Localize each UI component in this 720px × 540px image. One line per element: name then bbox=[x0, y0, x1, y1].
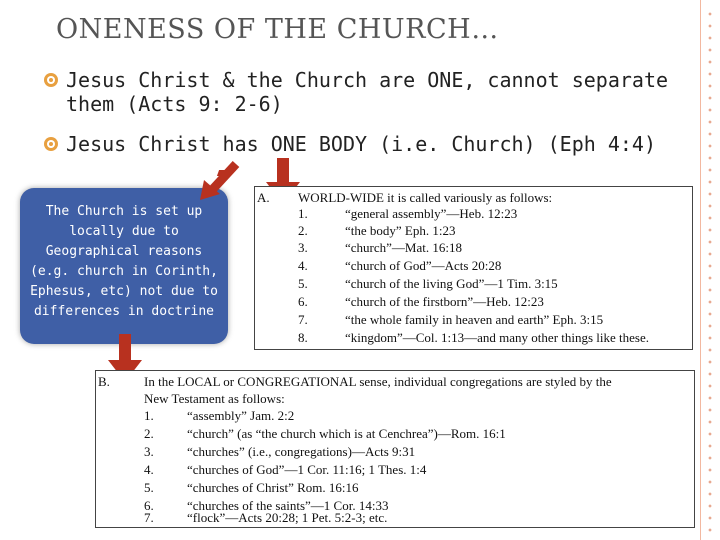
item-text: “church of the living God”—1 Tim. 3:15 bbox=[345, 276, 558, 291]
item-number: 3. bbox=[144, 444, 154, 459]
bullet-text: Jesus Christ & the Church are ONE, cannot separate them (Acts 9: 2-6) bbox=[66, 68, 669, 116]
item-number: 5. bbox=[144, 480, 154, 495]
item-text: “churches of the saints”—1 Cor. 14:33 bbox=[187, 498, 389, 513]
bullet-text: Jesus Christ has ONE BODY (i.e. Church) (Eph 4:4) bbox=[66, 132, 657, 156]
item-text: “the whole family in heaven and earth” Eph. 3:15 bbox=[345, 312, 604, 327]
item-number: 4. bbox=[298, 258, 308, 273]
slide-title: ONENESS OF THE CHURCH… bbox=[56, 14, 499, 45]
item-text: “church of God”—Acts 20:28 bbox=[345, 258, 502, 273]
item-number: 3. bbox=[298, 240, 308, 255]
item-text: “kingdom”—Col. 1:13—and many other things like these. bbox=[345, 330, 650, 345]
item-number: 2. bbox=[144, 426, 154, 441]
item-text: “church” (as “the church which is at Cenchrea”)—Rom. 16:1 bbox=[187, 426, 506, 441]
item-number: 6. bbox=[298, 294, 308, 309]
item-number: 8. bbox=[298, 330, 308, 345]
item-number: 4. bbox=[144, 462, 154, 477]
bullet-item-2 bbox=[44, 132, 684, 156]
item-text: “church of the firstborn”—Heb. 12:23 bbox=[345, 294, 544, 309]
panel-heading: In the LOCAL or CONGREGATIONAL sense, individual congregations are styled by the bbox=[144, 374, 612, 389]
panel-heading-continued: New Testament as follows: bbox=[144, 391, 285, 406]
bullet-icon bbox=[44, 73, 58, 87]
item-text: “churches of God”—1 Cor. 11:16; 1 Thes. 1:4 bbox=[187, 462, 427, 477]
diagonal-arrow-icon bbox=[198, 160, 242, 202]
panel-letter: B. bbox=[98, 374, 110, 389]
item-text: “general assembly”—Heb. 12:23 bbox=[345, 206, 518, 221]
item-number: 5. bbox=[298, 276, 308, 291]
item-number: 1. bbox=[298, 206, 308, 221]
item-text: “church”—Mat. 16:18 bbox=[345, 240, 462, 255]
bullet-item-1 bbox=[44, 68, 684, 116]
item-text: “churches” (i.e., congregations)—Acts 9:31 bbox=[187, 444, 416, 459]
item-number: 7. bbox=[298, 312, 308, 327]
panel-letter: A. bbox=[257, 190, 270, 205]
scripture-panel-local bbox=[95, 370, 695, 528]
item-text: “churches of Christ” Rom. 16:16 bbox=[187, 480, 359, 495]
item-text: “assembly” Jam. 2:2 bbox=[187, 408, 295, 423]
callout-box: The Church is set up locally due to Geographical reasons (e.g. church in Corinth, Ephesus, etc) not due to differences in doctrine bbox=[20, 188, 228, 344]
bullet-icon bbox=[44, 137, 58, 151]
right-border-line bbox=[700, 0, 701, 540]
item-number: 1. bbox=[144, 408, 154, 423]
item-text: “the body” Eph. 1:23 bbox=[345, 223, 456, 238]
item-text: “flock”—Acts 20:28; 1 Pet. 5:2-3; etc. bbox=[187, 510, 388, 525]
panel-heading: WORLD-WIDE it is called variously as follows: bbox=[298, 190, 553, 205]
scripture-panel-worldwide bbox=[254, 186, 693, 350]
item-number: 2. bbox=[298, 223, 308, 238]
item-number: 7. bbox=[144, 510, 154, 525]
item-number: 6. bbox=[144, 498, 154, 513]
decorative-dot-border bbox=[706, 8, 714, 532]
